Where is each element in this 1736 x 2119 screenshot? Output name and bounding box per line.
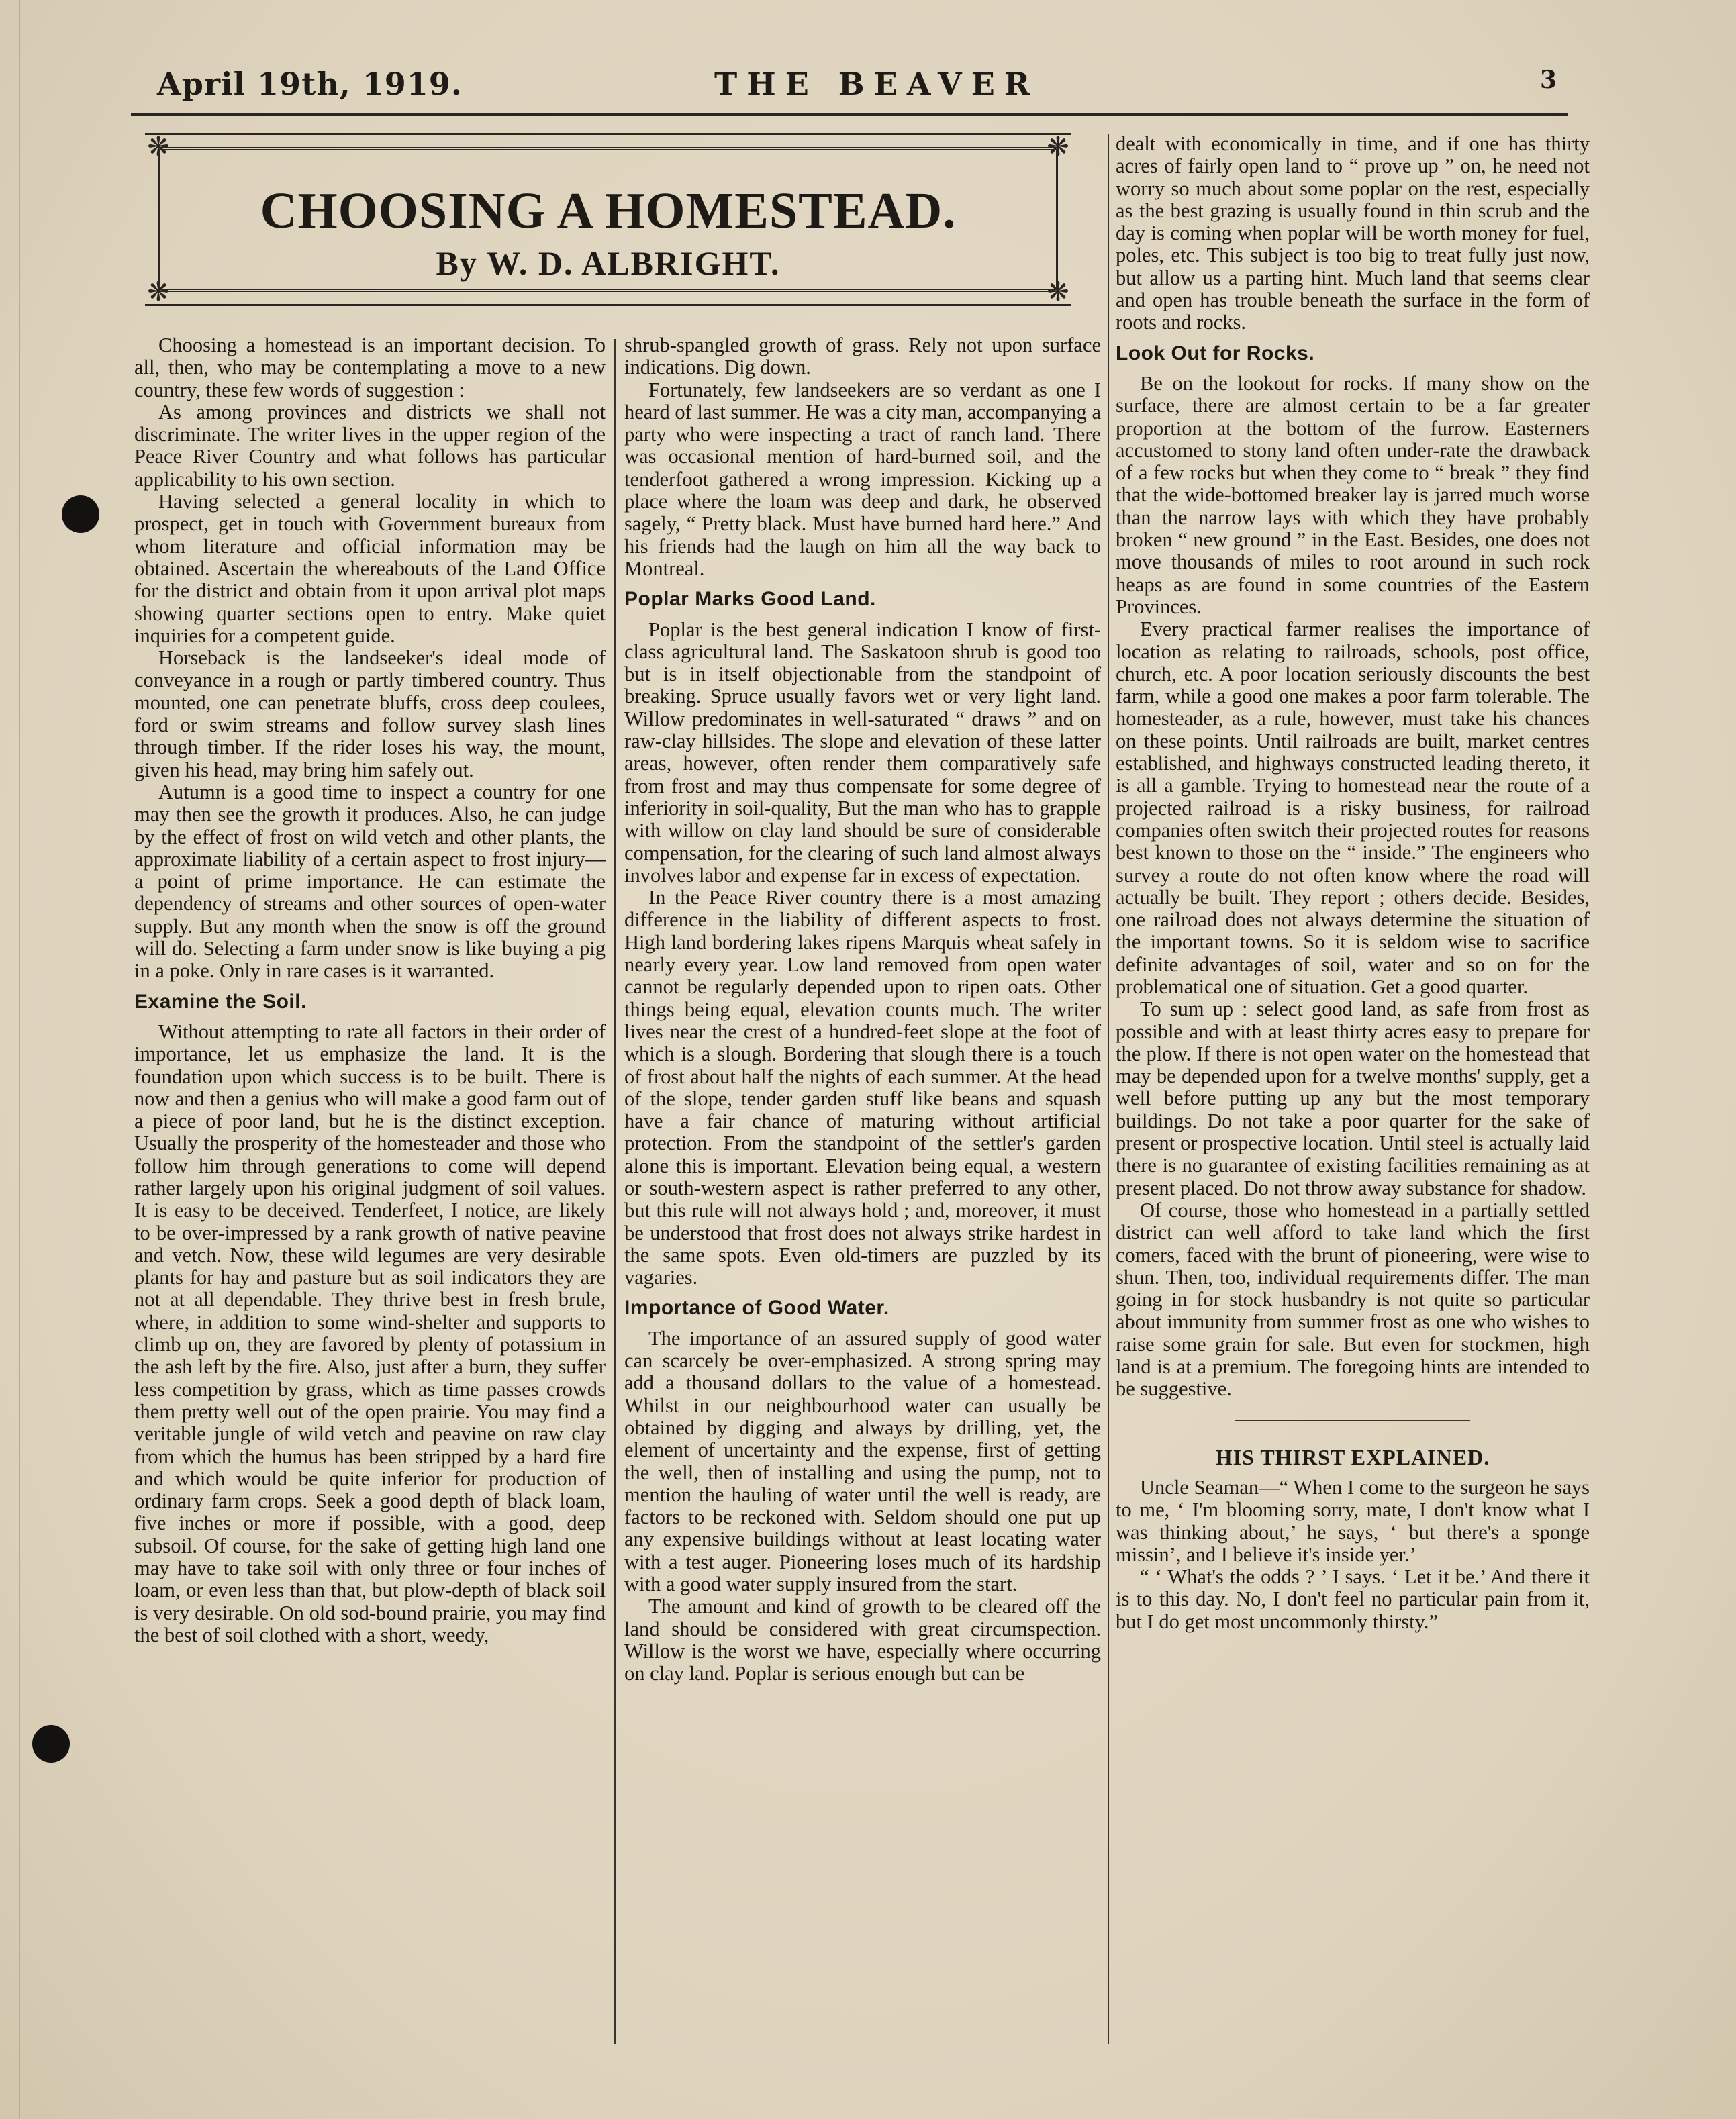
issue-date: April 19th, 1919. [157,66,463,102]
anecdote-title: HIS THIRST EXPLAINED. [1215,1444,1490,1469]
column-rule [1108,134,1109,2044]
column-1 [134,334,606,1646]
article-byline: By W. D. ALBRIGHT. [436,244,781,282]
title-box [145,133,1071,306]
paragraph: Fortunately, few landseekers are so verdant as one I heard of last summer. He was a city man, accompanying a party who were inspecting a tract of ranch land. There was occasional mention of hard-burned soil, and the tenderfoot gathered a wrong impression. Kicking up a place where the loam was deep and dark, he observed sagely, “ Pretty black. Must have burned hard here.” And his friends had the laugh on him all the way back to Montreal. [624,378,1101,580]
corner-ornament-icon: ❋ [147,132,170,162]
paragraph: Without attempting to rate all factors in their order of importance, let us emphasize the land. It is the foundation upon which success is to be built. There is now and then a genius who will make a good farm out of a piece of poor land, but he is the distinct exception. Usually the prosperity of the homesteader and those who follow him through generations to come will depend rather largely upon his original judgment of soil values. It is easy to be deceived. Tenderfeet, I notice, are likely to be over-impressed by a rank growth of native peavine and vetch. Now, these wild legumes are very desirable plants for hay and pasture but as soil indicators they are not at all dependable. They thrive best in fresh brule, where, in addition to some wind-shelter and supports to climb up on, they are favored by plenty of potassium in the ash left by the fire. Also, just after a burn, they suffer less competition by grass, which as time passes crowds them pretty well out of the open prairie. You may find a veritable jungle of wild vetch and peavine on raw clay from which the humus has been stripped by a hard fire and which would be quite inferior for production of ordinary farm crops. Seek a good depth of black loam, five inches or more if possible, with a good, deep subsoil. Of course, for the sake of getting high land one may have to take soil with only three or four inches of loam, or even less than that, but plow-depth of black soil is very desirable. On old sod-bound prairie, you may find the best of soil clothed with a short, weedy, [134,1020,606,1646]
column-rule [614,339,616,2044]
paragraph: To sum up : select good land, as safe from frost as possible and with at least thirty acres easy to prepare for the plow. If there is not open water on the homestead that may be depended upon for a twelve months' supply, get a well before putting up any but the most temporary buildings. Do not take a poor quarter for the sake of present or prospective location. Until steel is actually laid there is no guarantee of existing facilities remaining as at present placed. Do not throw away substance for shadow. [1116,997,1590,1199]
paragraph: The importance of an assured supply of good water can scarcely be over-emphasized. A strong spring may add a thousand dollars to the value of a homestead. Whilst in our neighbourhood water can usually be obtained by digging and always by drilling, yet, the element of uncertainty and the expense, first of getting the well, then of installing and using the pump, not to mention the hauling of water until the well is ready, are factors to be reckoned with. Seldom should one put up any expensive buildings without at least locating water with a test auger. Pioneering loses much of its hardship with a good water supply insured from the start. [624,1326,1101,1596]
header-rule [131,113,1568,116]
subheading-rocks: Look Out for Rocks. [1116,342,1315,364]
paragraph: shrub-spangled growth of grass. Rely not upon surface indications. Dig down. [624,334,1101,379]
paragraph: Horseback is the landseeker's ideal mode of conveyance in a rough or partly timbered country. Thus mounted, one can penetrate bluffs, cross deep coulees, ford or swim streams and follow survey slash lines through timber. If the rider loses his way, the mount, given his head, may bring him safely out. [134,646,606,781]
paragraph: Autumn is a good time to inspect a country for one may then see the growth it produces. Also, he can judge by the effect of frost on wild vetch and other plants, the approximate liability of a certain aspect to frost injury—a point of prime importance. He can estimate the dependency of streams and other sources of open-water supply. But any month when the snow is off the ground will do. Selecting a farm under snow is like buying a pig in a poke. Only in rare cases is it warranted. [134,780,606,983]
subheading-soil: Examine the Soil. [134,990,307,1013]
paragraph: As among provinces and districts we shall not discriminate. The writer lives in the upper region of the Peace River Country and what follows has particular applicability to his own section. [134,400,606,491]
column-3 [1116,133,1590,1633]
corner-ornament-icon: ❋ [1047,132,1069,162]
paragraph: Be on the lookout for rocks. If many show on the surface, there are almost certain to be a far greater proportion at the bottom of the furrow. Easterners accustomed to stony land often under-rate the drawback of a few rocks but when they come to “ break ” they find that the wide-bottomed breaker lay is jarred much worse than the narrow lays with which they have probably broken “ new ground ” in the East. Besides, one does not move thousands of miles to root around in such rock heaps as are found in some countries of the Eastern Provinces. [1116,371,1590,618]
paragraph: Every practical farmer realises the importance of location as relating to railroads, schools, post office, church, etc. A poor location seriously discounts the best farm, while a good one makes a poor farm tolerable. The homesteader, as a rule, however, must take his chances on these points. Until railroads are built, market centres established, and highways constructed leading thereto, it is all a gamble. Trying to homestead near the route of a projected railroad is a risky business, for railroad companies often switch their projected routes for reasons best known to those on the “ inside.” The engineers who survey a route do not often know where the road will actually be built. They report ; others decide. Besides, one railroad does not always determine the situation of the important towns. So it is seldom wise to sacrifice definite advantages of soil, water and so on for the problematical one of situation. Get a good quarter. [1116,618,1590,998]
story-separator [1235,1420,1470,1421]
binding-hole-bottom [32,1725,70,1763]
column-2 [624,334,1101,1685]
page-edge-shadow [19,0,20,2119]
publication-name: THE BEAVER [714,66,1040,102]
paragraph: In the Peace River country there is a most amazing difference in the liability of different aspects to frost. High land bordering lakes ripens Marquis wheat safely in nearly every year. Low land removed from open water cannot be regularly depended upon to ripen oats. Other things being equal, elevation counts much. The writer lives near the crest of a hundred-feet slope at the foot of which is a slough. Bordering that slough there is a touch of frost about half the nights of each summer. At the head of the slope, tender garden stuff like beans and squash have a fair chance of maturing without artificial protection. From the standpoint of the settler's garden alone this is important. Elevation being equal, a western or south-western aspect is rather preferred to any other, but this rule will not always hold ; and, moreover, it must be understood that frost does not always strike hardest in the same spots. Even old-timers are puzzled by its vagaries. [624,886,1101,1289]
paragraph: Poplar is the best general indication I know of first-class agricultural land. The Saskatoon shrub is good too but is in itself objectionable from the standpoint of breaking. Spruce usually favors wet or very light land. Willow predominates in well-saturated “ draws ” and on raw-clay hillsides. The slope and elevation of these latter areas, however, often render them comparatively safe from frost and may thus compensate for some degree of inferiority in soil-quality, But the man who has to grapple with willow on clay land should be sure of considerable compensation, for the clearing of such land almost always involves labor and expense far in excess of expectation. [624,618,1101,887]
paragraph: Having selected a general locality in which to prospect, get in touch with Government bureaux from whom literature and official information may be obtained. Ascertain the whereabouts of the Land Office for the district and obtain from it upon arrival plot maps showing quarter sections open to entry. Make quiet inquiries for a competent guide. [134,490,606,647]
paragraph: The amount and kind of growth to be cleared off the land should be considered with great circumspection. Willow is the worst we have, especially where occurring on clay land. Poplar is serious enough but can be [624,1595,1101,1685]
paragraph: Choosing a homestead is an important decision. To all, then, who may be contemplating a move to a new country, these few words of suggestion : [134,334,606,401]
subheading-water: Importance of Good Water. [624,1297,889,1320]
paragraph: Of course, those who homestead in a partially settled district can well afford to take land which the first comers, faced with the brunt of pioneering, were wise to shun. Then, too, individual requirements differ. The man going in for stock husbandry is not quite so particular about immunity from summer frost as one who wishes to raise some grain for sale. But even for stockmen, high land is at a premium. The foregoing hints are intended to be suggestive. [1116,1198,1590,1401]
subheading-poplar: Poplar Marks Good Land. [624,588,876,611]
binding-hole-top [62,495,99,533]
corner-ornament-icon: ❋ [1047,277,1069,307]
paragraph: dealt with economically in time, and if one has thirty acres of fairly open land to “ prove up ” on, he need not worry so much about some poplar on the rest, especially as the best grazing is usually found in thin scrub and the day is coming when poplar will be worth money for fuel, poles, etc. This subject is too big to treat fully just now, but allow us a parting hint. Much land that seems clear and open has trouble beneath the surface in the form of roots and rocks. [1116,132,1590,334]
corner-ornament-icon: ❋ [147,277,170,307]
paragraph: Uncle Seaman—“ When I come to the surgeon he says to me, ‘ I'm blooming sorry, mate, I don't know what I was thinking about,’ he says, ‘ but there's a sponge missin’, and I believe it's inside yer.’ [1116,1475,1590,1566]
page-number: 3 [1540,66,1557,94]
paragraph: “ ‘ What's the odds ? ’ I says. ‘ Let it be.’ And there it is to this day. No, I don't feel no particular pain from it, but I do get most uncommonly thirsty.” [1116,1565,1590,1633]
article-title: CHOOSING A HOMESTEAD. [260,183,957,239]
